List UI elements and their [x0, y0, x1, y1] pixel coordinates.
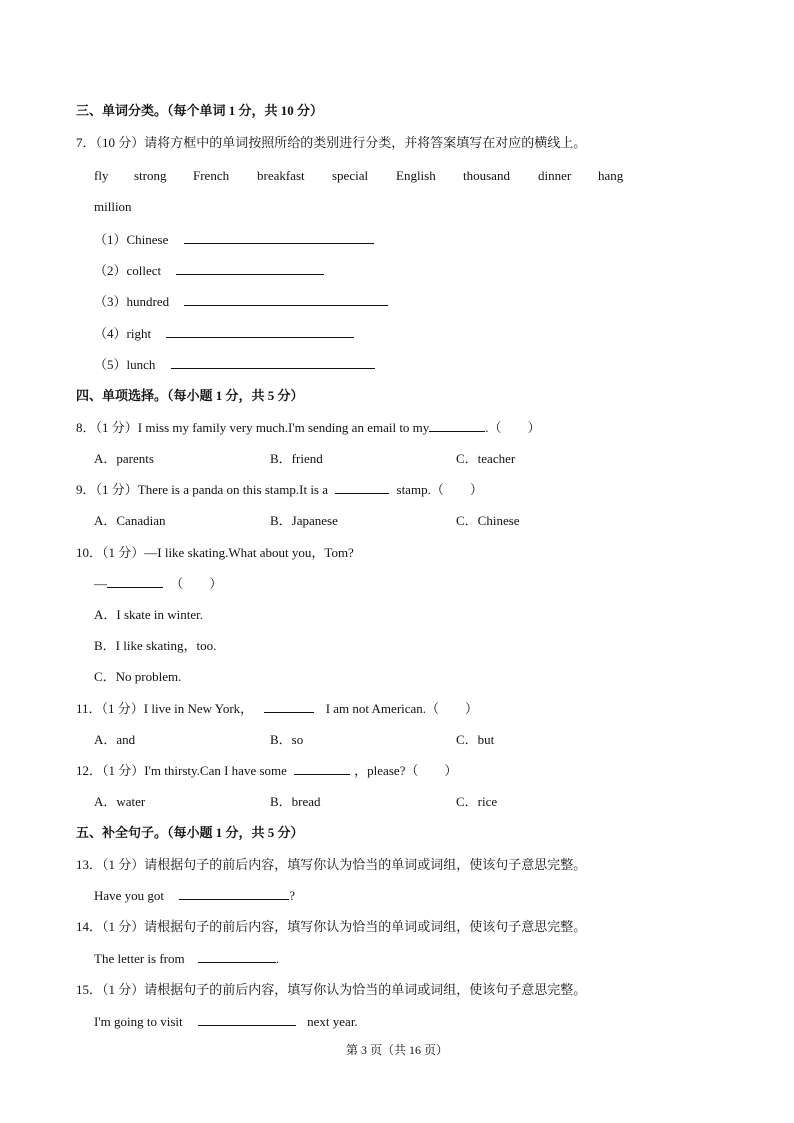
- q7-item-label: （3）hundred: [94, 294, 170, 309]
- q14-text: The letter is from: [94, 951, 185, 966]
- q7-item-label: （4）right: [94, 326, 152, 341]
- q8-text: 8．（1 分）I miss my family very much.I'm sending an email to my: [76, 420, 430, 435]
- answer-blank[interactable]: [184, 232, 374, 244]
- q7-prompt: 7．（10 分）请将方框中的单词按照所给的类别进行分类，并将答案填写在对应的横线上。: [76, 135, 587, 150]
- word-bank-word: fly: [94, 168, 109, 183]
- word-bank-word: thousand: [463, 168, 510, 183]
- answer-blank[interactable]: [198, 951, 276, 963]
- word-bank-word: dinner: [538, 168, 572, 183]
- q15-prompt: 15．（1 分）请根据句子的前后内容，填写你认为恰当的单词或词组，使该句子意思完整。: [76, 982, 587, 997]
- page-number: 第 3 页（共 16 页）: [345, 1043, 448, 1057]
- q10-dash: —: [94, 576, 107, 591]
- q7-item-3: [94, 294, 388, 310]
- q12-option-c[interactable]: C．rice: [456, 794, 498, 809]
- q10-answer-line: [94, 576, 222, 592]
- answer-blank[interactable]: [107, 576, 163, 588]
- q15-sentence: [94, 1014, 358, 1030]
- word-bank-word: English: [396, 168, 436, 183]
- word-bank-word: million: [94, 199, 132, 214]
- word-bank-word: hang: [598, 168, 624, 183]
- q13-tail: ?: [289, 888, 296, 903]
- q13-prompt: 13．（1 分）请根据句子的前后内容，填写你认为恰当的单词或词组，使该句子意思完整。: [76, 857, 587, 872]
- section-5-heading: 五、补全句子。（每小题 1 分，共 5 分）: [76, 825, 304, 840]
- q7-item-1: [94, 232, 374, 248]
- q8-option-c[interactable]: C．teacher: [456, 451, 516, 466]
- answer-blank[interactable]: [166, 326, 354, 338]
- q7-item-label: （5）lunch: [94, 357, 156, 372]
- answer-blank[interactable]: [171, 357, 375, 369]
- q14-prompt: 14．（1 分）请根据句子的前后内容，填写你认为恰当的单词或词组，使该句子意思完整。: [76, 919, 587, 934]
- q11-stem: [76, 701, 478, 717]
- q10-tail: （ ）: [170, 576, 223, 591]
- q11-option-a[interactable]: A．and: [94, 732, 136, 747]
- q12-option-a[interactable]: A．water: [94, 794, 146, 809]
- answer-blank[interactable]: [429, 420, 485, 432]
- q9-option-c[interactable]: C．Chinese: [456, 513, 520, 528]
- q8-option-b[interactable]: B．friend: [270, 451, 323, 466]
- q9-option-b[interactable]: B．Japanese: [270, 513, 338, 528]
- q12-text: 12．（1 分）I'm thirsty.Can I have some: [76, 763, 287, 778]
- answer-blank[interactable]: [294, 763, 350, 775]
- q11-option-c[interactable]: C．but: [456, 732, 495, 747]
- q11-option-b[interactable]: B．so: [270, 732, 304, 747]
- q15-tail: next year.: [307, 1014, 358, 1029]
- q14-tail: .: [275, 951, 280, 966]
- q15-text: I'm going to visit: [94, 1014, 183, 1029]
- q12-stem: [76, 763, 457, 779]
- answer-blank[interactable]: [264, 701, 314, 713]
- answer-blank[interactable]: [335, 482, 389, 494]
- section-4-heading: 四、单项选择。（每小题 1 分，共 5 分）: [76, 388, 304, 403]
- q9-tail: stamp.（ ）: [396, 482, 483, 497]
- answer-blank[interactable]: [176, 263, 324, 275]
- q9-text: 9．（1 分）There is a panda on this stamp.It is a: [76, 482, 329, 497]
- section-3-heading: 三、单词分类。（每个单词 1 分，共 10 分）: [76, 103, 324, 118]
- q12-tail: ，please?（ ）: [354, 763, 458, 778]
- answer-blank[interactable]: [184, 294, 388, 306]
- q7-item-5: [94, 357, 375, 373]
- q7-item-label: （2）collect: [94, 263, 162, 278]
- q8-tail: .（ ）: [485, 420, 541, 435]
- q10-stem: 10．（1 分）—I like skating.What about you，Tom?: [76, 545, 354, 560]
- q9-stem: [76, 482, 483, 498]
- q11-text: 11．（1 分）I live in New York，: [76, 701, 254, 716]
- q10-option-a[interactable]: A．I skate in winter.: [94, 607, 204, 622]
- q7-item-4: [94, 326, 354, 342]
- q11-tail: I am not American.（ ）: [325, 701, 479, 716]
- q14-sentence: [94, 951, 279, 967]
- q10-option-b[interactable]: B．I like skating，too.: [94, 638, 217, 653]
- q13-text: Have you got: [94, 888, 165, 903]
- answer-blank[interactable]: [179, 888, 289, 900]
- word-bank-word: French: [193, 168, 230, 183]
- q8-stem: [76, 420, 541, 436]
- q7-item-label: （1）Chinese: [94, 232, 169, 247]
- q12-option-b[interactable]: B．bread: [270, 794, 321, 809]
- q9-option-a[interactable]: A．Canadian: [94, 513, 166, 528]
- q8-option-a[interactable]: A．parents: [94, 451, 154, 466]
- word-bank-word: breakfast: [257, 168, 305, 183]
- answer-blank[interactable]: [198, 1014, 296, 1026]
- q10-option-c[interactable]: C．No problem.: [94, 669, 182, 684]
- q13-sentence: [94, 888, 295, 904]
- word-bank-word: special: [332, 168, 369, 183]
- word-bank-word: strong: [134, 168, 167, 183]
- q7-item-2: [94, 263, 324, 279]
